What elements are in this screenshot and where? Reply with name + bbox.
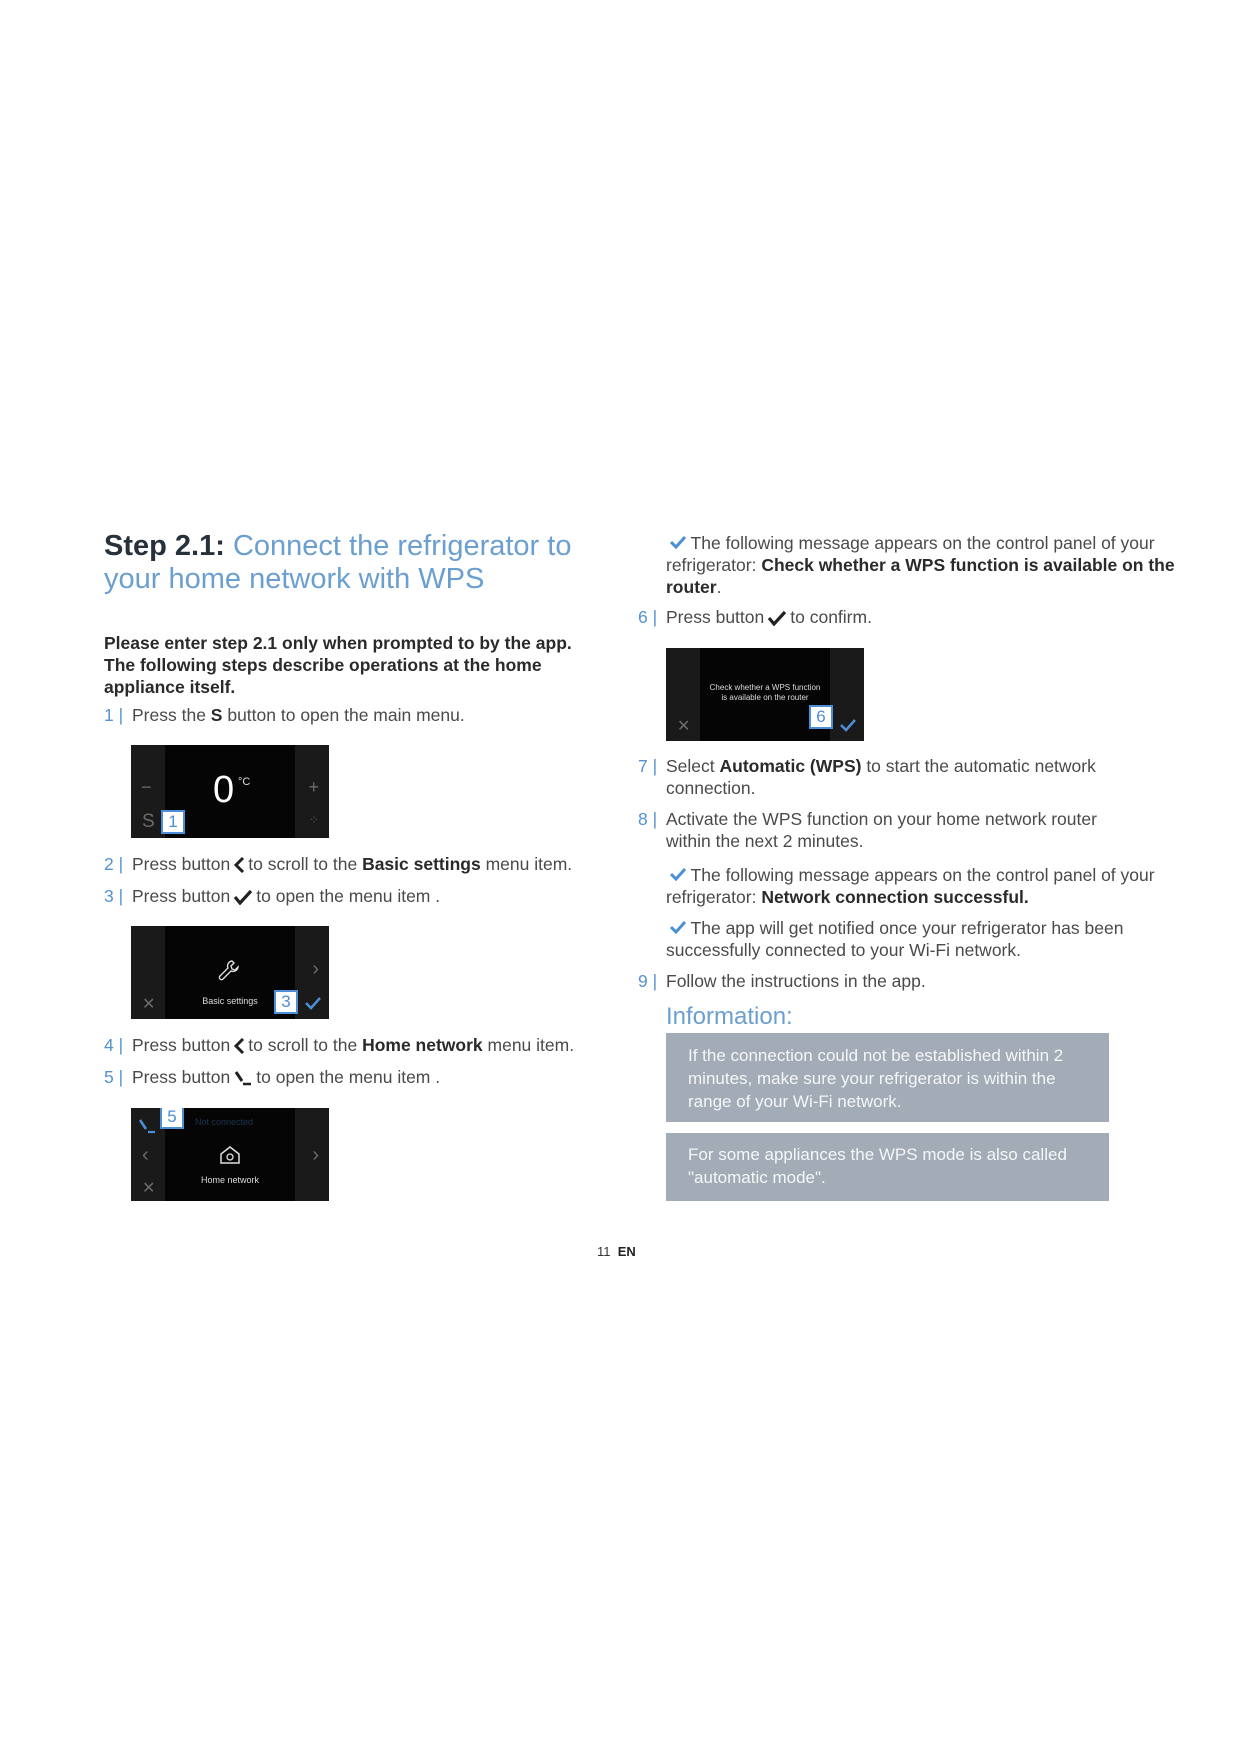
control-panel-home-network [131, 1108, 329, 1201]
basic-settings-label: Basic settings [202, 996, 258, 1006]
checkmark-icon [304, 996, 322, 1010]
note-message-wps-check: The following message appears on the control panel of your refrigerator: Check whether a WPS function is available on the router. [666, 533, 1175, 597]
chevron-left-icon [233, 1038, 245, 1054]
note-app-notified: The app will get notified once your refrigerator has been successfully connected to your Wi-Fi network. [666, 918, 1124, 960]
checkmark-icon [670, 920, 686, 934]
callout-badge: 6 [809, 705, 833, 729]
language-code: EN [617, 1244, 636, 1259]
checkmark-icon [839, 718, 857, 732]
info-box-automatic-mode: For some appliances the WPS mode is also called "automatic mode". [666, 1133, 1109, 1201]
close-icon: ✕ [142, 996, 156, 1013]
checkmark-icon [670, 535, 686, 549]
dots-icon: ⁘ [308, 813, 319, 827]
chevron-left-icon [233, 857, 245, 873]
close-icon: ✕ [142, 1180, 156, 1197]
network-status: Not connected [195, 1117, 254, 1127]
checkmark-icon [670, 867, 686, 881]
step-7: 7 | Select Automatic (WPS) to start the automatic network connection. [638, 756, 1096, 798]
checkmark-icon [233, 889, 253, 905]
step-2: 2 | Press button to scroll to the Basic settings menu item. [104, 854, 573, 874]
step-3: 3 | Press button to open the menu item . [104, 886, 441, 906]
network-key-icon [137, 1118, 159, 1134]
callout-badge: 5 [160, 1108, 184, 1129]
title-text: Connect the refrigerator to your home network with WPS [104, 530, 572, 595]
minus-icon: − [141, 777, 152, 797]
chevron-right-icon: › [312, 1144, 319, 1166]
step-9: 9 | Follow the instructions in the app. [638, 971, 926, 991]
s-button: S [142, 811, 155, 832]
wrench-icon [217, 958, 241, 982]
chevron-right-icon: › [312, 958, 319, 980]
title-step: Step 2.1: [104, 530, 225, 562]
wps-message-line-1: Check whether a WPS function [709, 683, 821, 692]
page-number: 11 [597, 1244, 611, 1259]
temperature-unit: °C [238, 776, 251, 788]
plus-icon: + [308, 777, 319, 797]
page-footer [597, 1244, 636, 1259]
control-panel-basic-settings [131, 926, 329, 1019]
page-title [104, 530, 624, 596]
callout-badge: 1 [161, 810, 185, 834]
step-4: 4 | Press button to scroll to the Home network menu item. [104, 1035, 575, 1055]
control-panel-temperature [131, 745, 329, 838]
information-heading: Information: [666, 1003, 793, 1030]
callout-badge: 3 [274, 990, 298, 1014]
chevron-left-icon: ‹ [142, 1144, 149, 1166]
wps-message-line-2: is available on the router [721, 693, 809, 702]
intro-text: Please enter step 2.1 only when prompted to by the app. The following steps describe operations at the home appliance itself. [104, 633, 572, 697]
step-5: 5 | Press button to open the menu item . [104, 1067, 441, 1087]
note-message-connection-success: The following message appears on the control panel of your refrigerator: Network connection successful. [666, 865, 1155, 907]
network-key-icon [233, 1070, 253, 1086]
control-panel-wps-check [666, 648, 864, 741]
step-1: 1 | Press the S button to open the main menu. [104, 705, 465, 725]
close-icon: ✕ [677, 718, 691, 735]
info-box-connection-range: If the connection could not be established within 2 minutes, make sure your refrigerator is within the range of your Wi-Fi network. [666, 1033, 1109, 1122]
step-6: 6 | Press button to confirm. [638, 607, 872, 627]
step-8: 8 | Activate the WPS function on your home network router within the next 2 minutes. [638, 809, 1097, 851]
temperature-value: 0 [213, 769, 235, 811]
checkmark-icon [767, 610, 787, 626]
home-network-icon [219, 1145, 241, 1165]
home-network-label: Home network [200, 1175, 260, 1185]
